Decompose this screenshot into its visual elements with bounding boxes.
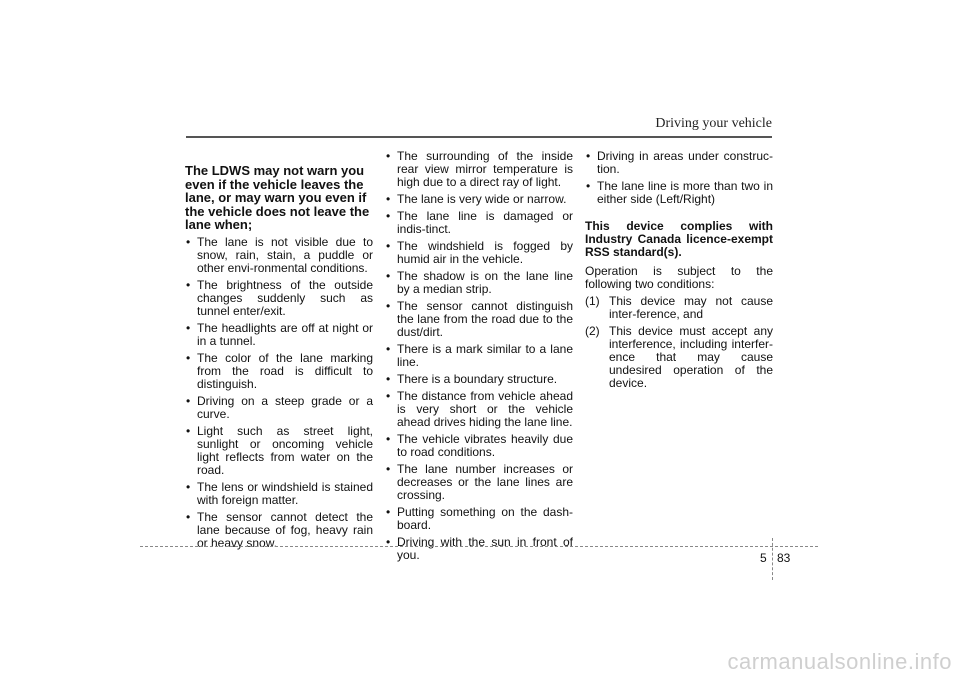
header-rule xyxy=(186,136,772,138)
footer-rule xyxy=(140,546,818,547)
condition-number: (1) xyxy=(585,294,600,308)
list-item: • The headlights are off at night or in a tunnel. xyxy=(185,322,373,348)
list-item: • Driving in areas under construc-tion. xyxy=(585,150,773,176)
list-item: • The lane is not visible due to snow, rain, stain, a puddle or other envi-ronmental conditions. xyxy=(185,236,373,275)
column-2 xyxy=(385,150,573,566)
list-item: • Putting something on the dash-board. xyxy=(385,506,573,532)
list-item: • The brightness of the outside changes suddenly such as tunnel enter/exit. xyxy=(185,279,373,318)
conditions-intro: Operation is subject to the following two conditions: xyxy=(585,264,773,291)
condition-item xyxy=(585,325,773,390)
footer-divider xyxy=(772,538,773,580)
condition-text: This device must accept any interference, including interfer-ence that may cause undesired operation of the device. xyxy=(609,324,773,390)
list-item: • There is a mark similar to a lane line. xyxy=(385,343,573,369)
list-item: • The lens or windshield is stained with foreign matter. xyxy=(185,481,373,507)
chapter-number: 5 xyxy=(760,551,767,565)
watermark: carmanualsonline.info xyxy=(727,649,952,674)
list-item: • Driving with the sun in front of you. xyxy=(385,536,573,562)
list-item: • Light such as street light, sunlight or oncoming vehicle light reflects from water on the road. xyxy=(185,425,373,477)
column-3 xyxy=(585,150,773,394)
list-item: • The vehicle vibrates heavily due to road conditions. xyxy=(385,433,573,459)
page-number: 83 xyxy=(777,551,791,565)
list-item: • The distance from vehicle ahead is very short or the vehicle ahead drives hiding the lane line. xyxy=(385,390,573,429)
list-item: • The lane line is more than two in either side (Left/Right) xyxy=(585,180,773,206)
list-item: • The lane line is damaged or indis-tinct. xyxy=(385,210,573,236)
page-header-title: Driving your vehicle xyxy=(655,116,772,131)
bullet-list-2 xyxy=(385,150,573,562)
column-1 xyxy=(185,150,373,554)
section-heading: The LDWS may not warn you even if the vehicle leaves the lane, or may warn you even if the vehicle does not leave the lane when; xyxy=(185,163,370,232)
bullet-list-3 xyxy=(585,150,773,206)
list-item: • The color of the lane marking from the road is difficult to distinguish. xyxy=(185,352,373,391)
condition-item xyxy=(585,295,773,321)
compliance-notice: This device complies with Industry Canada licence-exempt RSS standard(s). xyxy=(585,219,773,259)
bullet-list-1 xyxy=(185,236,373,550)
list-item: • The shadow is on the lane line by a median strip. xyxy=(385,270,573,296)
list-item: • The lane is very wide or narrow. xyxy=(385,193,573,206)
condition-number: (2) xyxy=(585,324,600,338)
list-item: • The lane number increases or decreases or the lane lines are crossing. xyxy=(385,463,573,502)
list-item: • The surrounding of the inside rear view mirror temperature is high due to a direct ray of light. xyxy=(385,150,573,189)
list-item: • The sensor cannot detect the lane because of fog, heavy rain or heavy snow. xyxy=(185,511,373,550)
list-item: • The sensor cannot distinguish the lane from the road due to the dust/dirt. xyxy=(385,300,573,339)
condition-text: This device may not cause inter-ference, and xyxy=(609,294,773,321)
list-item: • Driving on a steep grade or a curve. xyxy=(185,395,373,421)
list-item: • There is a boundary structure. xyxy=(385,373,573,386)
list-item: • The windshield is fogged by humid air in the vehicle. xyxy=(385,240,573,266)
